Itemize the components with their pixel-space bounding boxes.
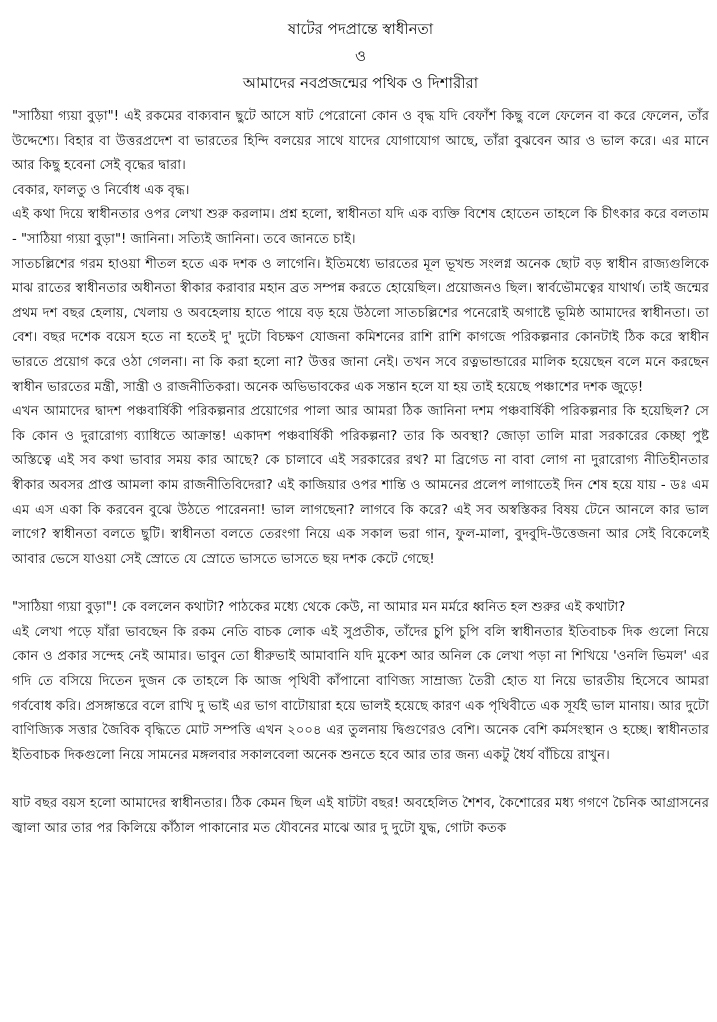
title-line-3: আমাদের নবপ্রজন্মের পথিক ও দিশারীরা <box>242 74 479 92</box>
title-line-2: ও <box>354 47 367 65</box>
paragraph-gap <box>12 768 709 792</box>
title-line-1: ষাটের পদপ্রান্তে স্বাধীনতা <box>287 20 434 38</box>
paragraph-2: বেকার, ফালতু ও নির্বোধ এক বৃদ্ধ। <box>12 182 190 198</box>
title-block <box>12 16 709 97</box>
paragraph-4: সাতচল্লিশের গরম হাওয়া শীতল হতে এক দশক ও লাগেনি। ইতিমধ্যে ভারতের মূল ভূখন্ড সংলগ্ন অনেক ছোট বড় স্বাধীন রাজ্যগুলিকে মাঝ রাতের স্বাধীনতার অধীনতা স্বীকার করাবার মহান ব্রত সম্পন্ন করতে হোয়েছিল। প্রয়োজনও ছিল। স্বার্বভৌমত্বের যাথার্থ। তাই জন্মের প্রথম দশ বছর হেলায়, খেলায় ও অবহেলায় হাতে পায়ে বড় হয়ে উঠলো সাতচল্লিশের পনেরোই অগাষ্টে ভূমিষ্ঠ আমাদের স্বাধীনতা। তা বেশ। বছর দশেক বয়েস হতে না হতেই দু' দুটো বিচক্ষণ যোজনা কমিশনের রাশি রাশি কাগজে পরিকল্পনার কোনটাই ঠিক করে স্বাধীন ভারতে প্রয়োগ করে ওঠা গেলনা। না কি করা হলো না? উত্তর জানা নেই। তখন সবে রত্নভান্ডারের মালিক হয়েছেন বলে মনে করছেন স্বাধীন ভারতের মন্ত্রী, সান্ত্রী ও রাজনীতিকরা। অনেক অভিভাবকের এক সন্তান হলে যা হয় তাই হয়েছে পঞ্চাশের দশক জুড়ে! <box>12 256 709 395</box>
paragraph-8: ষাট বছর বয়স হলো আমাদের স্বাধীনতার। ঠিক কেমন ছিল এই ষাটটা বছর! অবহেলিত শৈশব, কৈশোরের মধ্য গগণে চৈনিক আগ্রাসনের জ্বালা আর তার পর কিলিয়ে কাঁঠাল পাকানোর মত যৌবনের মাঝে আর দু দুটো যুদ্ধ, গোটা কতক <box>12 796 709 837</box>
paragraph-3: এই কথা দিয়ে স্বাধীনতার ওপর লেখা শুরু করলাম। প্রশ্ন হলো, স্বাধীনতা যদি এক ব্যক্তি বিশেষ হোতেন তাহলে কি চীৎকার করে বলতাম - "সাঠিয়া গ্যয়া বুড়া"! জানিনা। সত্যিই জানিনা। তবে জানতে চাই। <box>12 207 709 247</box>
article-body <box>12 105 709 842</box>
paragraph-6: "সাঠিয়া গ্যয়া বুড়া"! কে বললেন কথাটা? পাঠকের মধ্যে থেকে কেউ, না আমার মন মর্মরে ধ্বনিত হল শুরুর এই কথাটা? <box>12 600 626 616</box>
paragraph-1: "সাঠিয়া গ্যয়া বুড়া"! এই রকমের বাক্যবান ছুটে আসে ষাট পেরোনো কোন ও বৃদ্ধ যদি বেফাঁশ কিছু বলে ফেলেন বা করে ফেলেন, তাঁর উদ্দেশ্যে। বিহার বা উত্তরপ্রদেশ বা ভারতের হিন্দি বলয়ের সাথে যাদের যোগাযোগ আছে, তাঁরা বুঝবেন আর ও ভাল করে। এর মানে আর কিছু হবেনা সেই বৃদ্ধের দ্বারা। <box>12 109 709 174</box>
paragraph-5: এখন আমাদের দ্বাদশ পঞ্চবার্ষিকী পরিকল্পনার প্রয়োগের পালা আর আমরা ঠিক জানিনা দশম পঞ্চবার্ষিকী পরিকল্পনার কি হয়েছিল? সে কি কোন ও দুরারোগ্য ব্যাধিতে আক্রান্ত! একাদশ পঞ্চবার্ষিকী পরিকল্পনা? তার কি অবস্থা? জোড়া তালি মারা সরকারের কেচ্ছা পুষ্ট অস্তিত্বে এই সব কথা ভাবার সময় কার আছে? কে চালাবে এই সরকারের রথ? মা ব্রিগেড না বাবা লোগ না দুরারোগ্য নীতিহীনতার স্বীকার অবসর প্রাপ্ত আমলা কাম রাজনীতিবিদেরা? এই কাজিয়ার ওপর শান্তি ও আমনের প্রলেপ লাগাতেই দিন শেষ হয়ে যায় - ডঃ এম এম এস একা কি করবেন বুঝে উঠতে পারেননা! ভাল লাগছেনা? লাগবে কি করে? এই সব অস্বস্তিকর বিষয় টেনে আনলে কার ভাল লাগে? স্বাধীনতা বলতে ছুটি। স্বাধীনতা বলতে তেরংগা নিয়ে এক সকাল ভরা গান, ফুল-মালা, বুদবুদি-উত্তেজনা আর সেই বিকেলেই আবার ভেসে যাওয়া সেই স্রোতে যে স্রোতে ভাসতে ভাসতে ছয় দশক কেটে গেছে! <box>12 404 709 567</box>
paragraph-7: এই লেখা পড়ে যাঁরা ভাবছেন কি রকম নেতি বাচক লোক এই সুপ্রতীক, তাঁদের চুপি চুপি বলি স্বাধীনতার ইতিবাচক দিক গুলো নিয়ে কোন ও প্রকার সন্দেহ নেই আমার। ভাবুন তো ধীরুভাই আমাবানি যদি মুকেশ আর অনিল কে লেখা পড়া না শিখিয়ে 'ওনলি ভিমল' এর গদি তে বসিয়ে দিতেন দুজন কে তাহলে কি আজ পৃথিবী কাঁপানো বাণিজ্য সাম্রাজ্য তৈরী হোত যা নিয়ে ভারতীয় হিসেবে আমরা গর্ববোধ করি। প্রসঙ্গান্তরে বলে রাখি দু ভাই এর ভাগ বাটোয়ারা হয়ে ভালই হয়েছে কারণ এক পৃথিবীতে এক সূর্যই ভাল মানায়। আর দুটো বাণিজ্যিক সত্তার জৈবিক বৃদ্ধিতে মোট সম্পত্তি এখন ২০০৪ এর তুলনায় দ্বিগুণেরও বেশি। অনেক বেশি কর্মসংস্থান ও হচ্ছে। স্বাধীনতার ইতিবাচক দিকগুলো নিয়ে সামনের মঙ্গলবার সকালবেলা অনেক শুনতে হবে আর তার জন্য একটু ধৈর্য বাঁচিয়ে রাখুন। <box>12 624 709 763</box>
paragraph-gap <box>12 572 709 596</box>
